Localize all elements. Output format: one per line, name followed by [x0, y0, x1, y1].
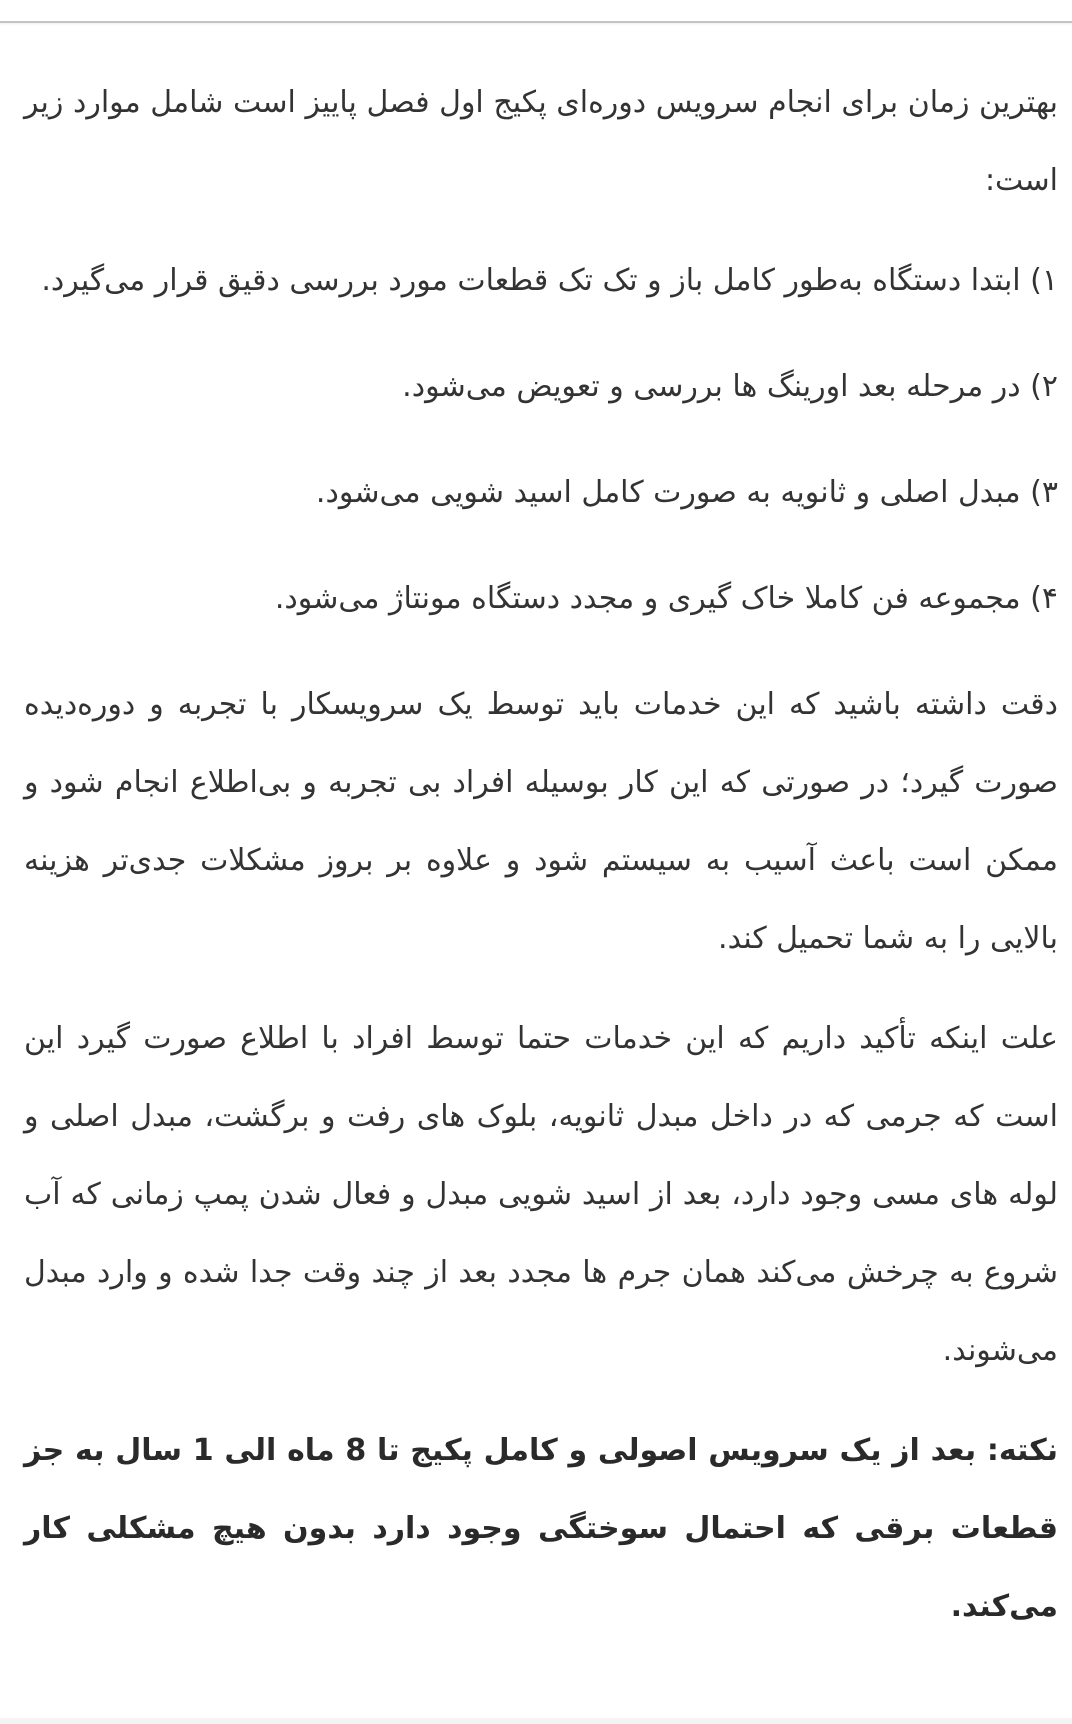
warning-paragraph: دقت داشته باشید که این خدمات باید توسط یک سرویسکار با تجربه و دوره‌دیده صورت گیرد؛ در صورتی که این کار بوسیله افراد بی تجربه و بی‌اطلاع انجام شود و ممکن است باعث آسیب به سیستم شود و علاوه بر بروز مشکلات جدی‌تر هزینه بالایی را به شما تحمیل کند. — [24, 687, 1058, 956]
step-item-4: ۴) مجموعه فن کاملا خاک گیری و مجدد دستگاه مونتاژ می‌شود. — [274, 581, 1058, 616]
reason-paragraph: علت اینکه تأکید داریم که این خدمات حتما توسط افراد با اطلاع صورت گیرد این است که جرمی که در داخل مبدل ثانویه، بلوک های رفت و برگشت، مبدل اصلی و لوله های مسی وجود دارد، بعد از اسید شویی مبدل و فعال شدن پمپ زمانی که آب شروع به چرخش می‌کند همان جرم ها مجدد بعد از چند وقت جدا شده و وارد مبدل می‌شوند. — [24, 1021, 1058, 1368]
article-body — [24, 64, 1058, 1668]
top-bar — [0, 0, 1072, 23]
step-item-1: ۱) ابتدا دستگاه به‌طور کامل باز و تک تک قطعات مورد بررسی دقیق قرار می‌گیرد. — [41, 263, 1058, 298]
step-item-3: ۳) مبدل اصلی و ثانویه به صورت کامل اسید شویی می‌شود. — [315, 475, 1058, 510]
intro-paragraph: بهترین زمان برای انجام سرویس دوره‌ای پکیج اول فصل پاییز است شامل موارد زیر است: — [24, 85, 1058, 198]
bottom-strip — [0, 1718, 1072, 1724]
step-item-2: ۲) در مرحله بعد اورینگ ها بررسی و تعویض می‌شود. — [402, 369, 1058, 404]
note-paragraph: نکته: بعد از یک سرویس اصولی و کامل پکیج تا 8 ماه الی 1 سال به جز قطعات برقی که احتمال سوختگی وجود دارد بدون هیچ مشکلی کار می‌کند. — [24, 1433, 1059, 1624]
